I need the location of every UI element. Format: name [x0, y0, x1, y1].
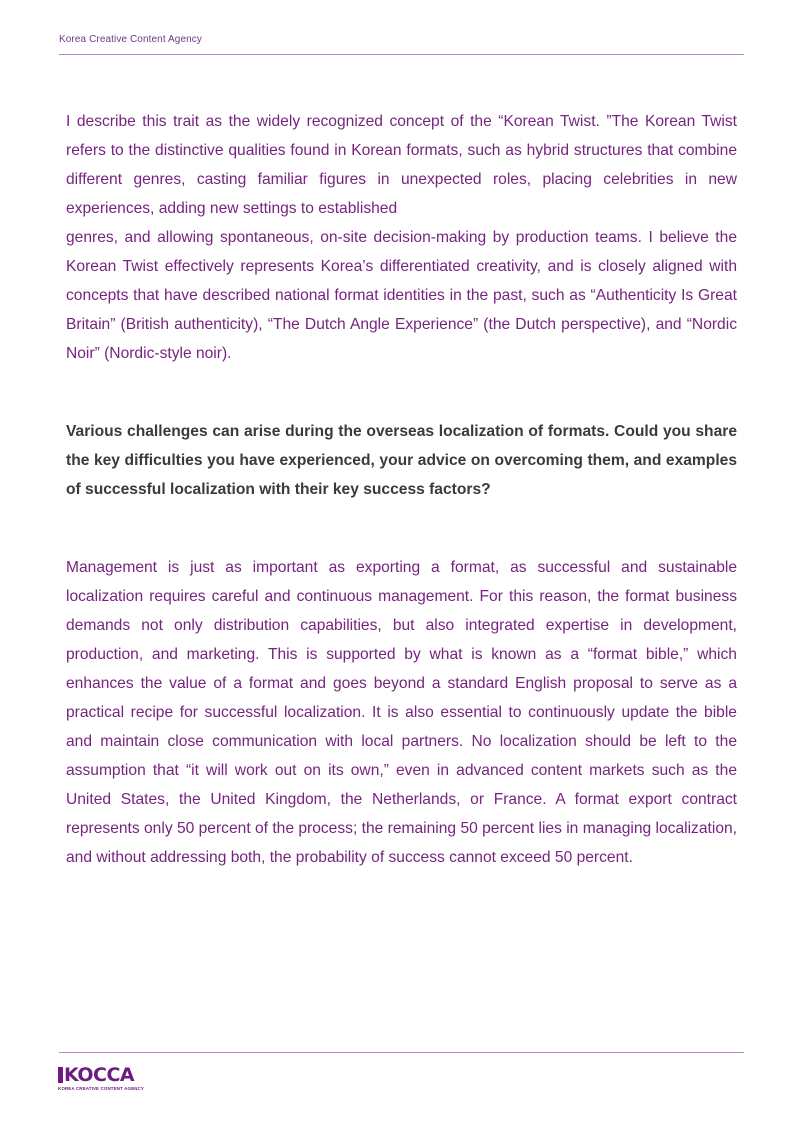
paragraph-korean-twist-part-1: I describe this trait as the widely recognized concept of the “Korean Twist. ”The Korean Twist refers to the distinctive qualities found in Korean formats, such as hybrid structures that combine different genres, casting familiar figures in unexpected roles, placing celebrities in new experiences, adding new settings to established: [66, 113, 737, 217]
interview-question: Various challenges can arise during the overseas localization of formats. Could you share the key difficulties you have experienced, your advice on overcoming them, and examples of successful localization with their key success factors?: [66, 423, 737, 498]
logo-mark-icon: [58, 1067, 63, 1083]
kocca-logo: [58, 1066, 144, 1091]
header-divider: [59, 54, 744, 55]
footer-divider: [59, 1052, 744, 1053]
running-header-title: Korea Creative Content Agency: [59, 34, 202, 45]
page-content: [66, 107, 737, 872]
paragraph-korean-twist-part-2: genres, and allowing spontaneous, on-site decision-making by production teams. I believe the Korean Twist effectively represents Korea’s differentiated creativity, and is closely aligned with concepts that have described national format identities in the past, such as “Authenticity Is Great Britain” (British authenticity), “The Dutch Angle Experience” (the Dutch perspective), and “Nordic Noir” (Nordic-style noir).: [66, 229, 737, 362]
logo-subtitle: KOREA CREATIVE CONTENT AGENCY: [58, 1086, 144, 1091]
interview-answer: Management is just as important as exporting a format, as successful and sustainable localization requires careful and continuous management. For this reason, the format business demands not only distribution capabilities, but also integrated expertise in development, production, and marketing. This is supported by what is known as a “format bible,” which enhances the value of a format and goes beyond a standard English proposal to serve as a practical recipe for successful localization. It is also essential to continuously update the bible and maintain close communication with local partners. No localization should be left to the assumption that “it will work out on its own,” even in advanced content markets such as the United States, the United Kingdom, the Netherlands, or France. A format export contract represents only 50 percent of the process; the remaining 50 percent lies in managing localization, and without addressing both, the probability of success cannot exceed 50 percent.: [66, 559, 737, 866]
logo-wordmark: KOCCA: [64, 1064, 135, 1086]
